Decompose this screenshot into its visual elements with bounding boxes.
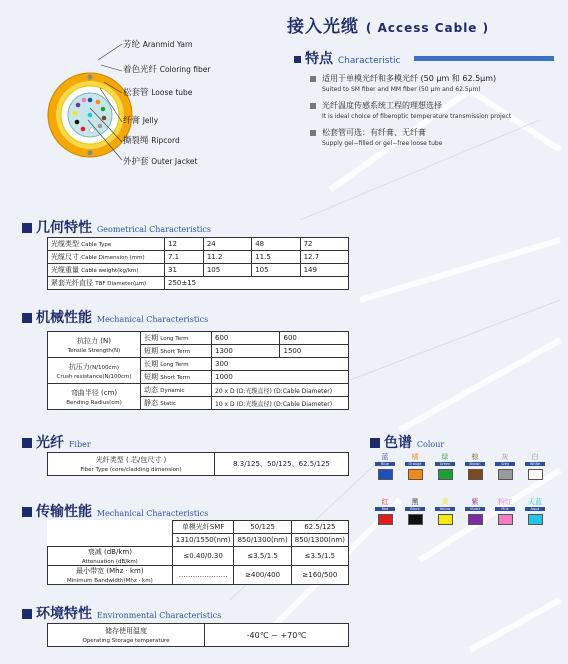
section-square-icon — [22, 223, 32, 233]
label-jelly: 纤膏 Jelly — [123, 116, 159, 126]
colour-label-brown: 棕 Brown — [465, 452, 485, 466]
bullet-icon — [310, 130, 316, 136]
characteristic-bullet-2: 光纤温度传感系统工程的理想选择 It is ideal choice of fiberoptic temperature transmission project — [310, 101, 511, 122]
colour-label-white: 白 White — [525, 452, 545, 466]
colour-label-green: 绿 Green — [435, 452, 455, 466]
table-row: 光缆类型 Cable Type 12 24 48 72 — [48, 238, 349, 251]
table-row: 紧套光纤直径 TBF Diameter(μm) 250±15 — [48, 277, 349, 290]
colour-label-pink: 粉红 Pink — [495, 497, 515, 511]
colour-heading: 色谱 Colour — [370, 432, 444, 452]
section-square-icon — [22, 507, 32, 517]
table-row: 1310/1550(nm) 850/1300(nm) 850/1300(nm) — [48, 534, 349, 547]
table-row: 抗压力(N/100cm) Crush resistance(N/100cm) 长期 Long Term 300 — [48, 358, 349, 371]
square-icon — [294, 56, 301, 63]
colour-label-black: 黑 Black — [405, 497, 425, 511]
label-ripcord: 撕裂绳 Ripcord — [123, 136, 180, 146]
table-row: 最小带宽 (Mhz · km) Minimum Bandwidth(Mhz · km) ………………… ≥400/400 ≥160/500 — [48, 566, 349, 585]
table-row: 衰减 (dB/km) Attenuation (dB/km) ≤0.40/0.30 ≤3.5/1.5 ≤3.5/1.5 — [48, 547, 349, 566]
colour-swatch-orange — [408, 469, 423, 480]
table-row: 光缆尺寸 Cable Dimension (mm) 7.1 11.2 11.5 12.7 — [48, 251, 349, 264]
colour-label-blue: 蓝 Blue — [375, 452, 395, 466]
label-aramid-yarn: 芳纶 Aranmid Yarn — [123, 40, 193, 50]
section-square-icon — [370, 438, 380, 448]
label-outer-jacket: 外护套 Outer Jacket — [123, 157, 198, 167]
colour-swatch-yellow — [438, 514, 453, 525]
section-square-icon — [22, 609, 32, 619]
page-title: 接入光缆 ( Access Cable ) — [287, 17, 490, 37]
label-coloring-fiber: 着色光纤 Coloring fiber — [123, 65, 211, 75]
fiber-heading: 光纤 Fiber — [22, 432, 91, 452]
characteristic-bullet-1: 适用于单模光纤和多模光纤 (50 μm 和 62.5μm) Suited to SM fiber and MM fiber (50 μm and 62.5μm) — [310, 74, 496, 95]
section-square-icon — [22, 313, 32, 323]
characteristic-heading: 特点 Characteristic — [294, 48, 400, 68]
table-row: 单模光纤SMF 50/125 62.5/125 — [48, 521, 349, 534]
mechanical-heading: 机械性能 Mechanical Characteristics — [22, 307, 208, 327]
geometric-table — [47, 237, 349, 290]
colour-label-violet: 紫 Violet — [465, 497, 485, 511]
table-row: 光纤类型 ( 芯/包尺寸 ) Fiber Type (core/cladding dimension) 8.3/125、50/125、62.5/125 — [48, 453, 349, 476]
characteristic-bullet-3: 松套管可选：有纤膏、无纤膏 Supply gel−filled or gel−free loose tube — [310, 128, 442, 149]
colour-swatch-brown — [468, 469, 483, 480]
transmission-table — [47, 520, 349, 585]
colour-swatch-green — [438, 469, 453, 480]
colour-label-red: 红 Red — [375, 497, 395, 511]
bullet-icon — [310, 103, 316, 109]
environment-table — [47, 623, 349, 647]
colour-swatch-blue — [378, 469, 393, 480]
environment-heading: 环境特性 Environmental Characteristics — [22, 603, 221, 623]
heading-bar — [414, 56, 554, 61]
colour-label-orange: 橘 Orange — [405, 452, 425, 466]
table-row: 短期 Short Term 1300 1500 — [48, 345, 349, 358]
colour-swatch-white — [528, 469, 543, 480]
transmission-heading: 传输性能 Mechanical Characteristics — [22, 501, 208, 521]
table-row: 短期 Short Term 1000 — [48, 371, 349, 384]
bullet-icon — [310, 76, 316, 82]
fiber-table — [47, 452, 349, 476]
table-row: 弯曲半径 (cm) Bending Radius(cm) 动态 Dynamic 20 x D (D:光缆直径) (D:Cable Diameter) — [48, 384, 349, 397]
label-loose-tube: 松套管 Loose tube — [123, 88, 193, 98]
section-square-icon — [22, 438, 32, 448]
table-row: 储存使用温度 Operating Storage temperature -40℃ ~ +70℃ — [48, 624, 349, 647]
colour-swatch-red — [378, 514, 393, 525]
colour-swatch-grey — [498, 469, 513, 480]
geometric-heading: 几何特性 Geometrical Characteristics — [22, 217, 211, 237]
colour-swatch-violet — [468, 514, 483, 525]
colour-label-aqua: 天蓝 Aqua — [525, 497, 545, 511]
table-row: 静态 Static 10 x D (D:光缆直径) (D:Cable Diameter) — [48, 397, 349, 410]
colour-swatch-pink — [498, 514, 513, 525]
colour-label-yellow: 黄 Yellow — [435, 497, 455, 511]
table-row: 光缆重量 Cable weight(kg/km) 31 105 105 149 — [48, 264, 349, 277]
table-row: 抗拉力 (N) Tensile Strength(N) 长期 Long Term 600 600 — [48, 332, 349, 345]
leader-lines — [70, 40, 130, 170]
colour-label-grey: 灰 Grey — [495, 452, 515, 466]
colour-swatch-aqua — [528, 514, 543, 525]
mechanical-table — [47, 331, 349, 410]
colour-swatch-black — [408, 514, 423, 525]
